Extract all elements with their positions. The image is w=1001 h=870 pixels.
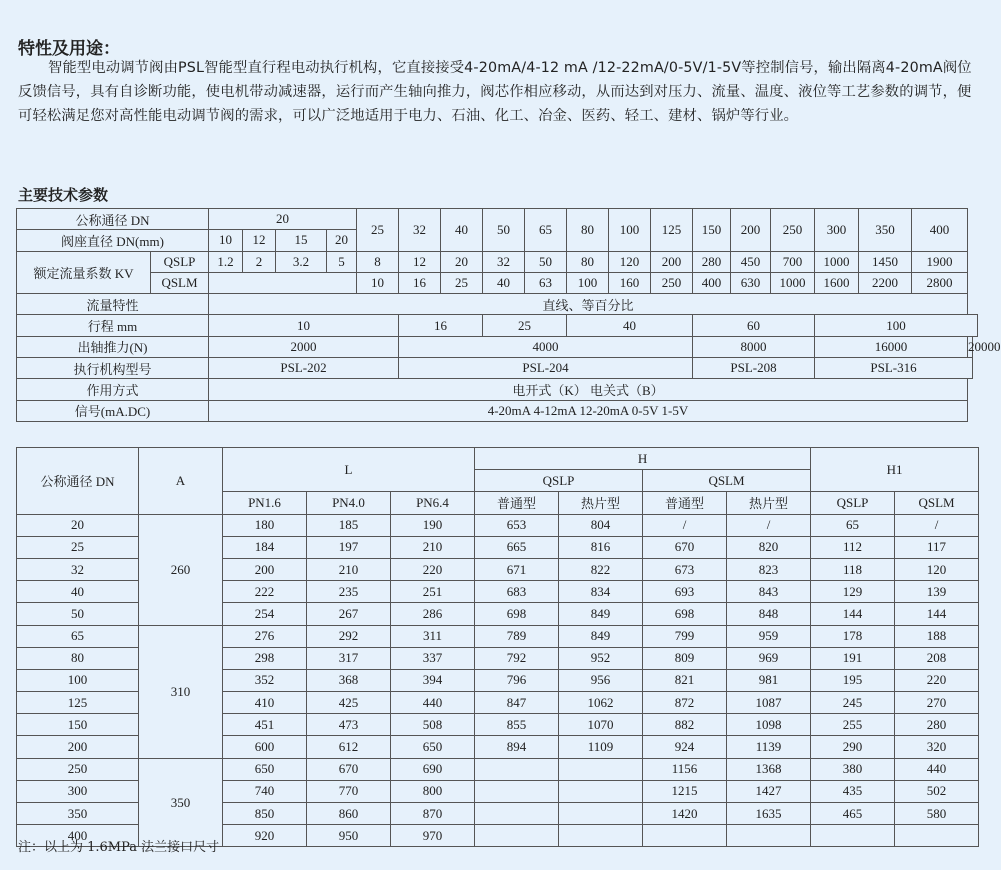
- dims-cell: 981: [727, 669, 811, 691]
- qslp-label: QSLP: [151, 251, 209, 272]
- dims-cell: 612: [307, 736, 391, 758]
- dims-cell: 190: [391, 514, 475, 536]
- qslp-value: 450: [731, 251, 771, 272]
- dims-cell: 882: [643, 714, 727, 736]
- dims-cell: 665: [475, 536, 559, 558]
- qslp-small: 2: [243, 251, 276, 272]
- dims-cell: 1062: [559, 692, 643, 714]
- dims-dn-cell: 50: [17, 603, 139, 625]
- actuator-value: PSL-316: [815, 358, 973, 379]
- dims-cell: [475, 780, 559, 802]
- stroke-value: 60: [693, 315, 815, 336]
- dims-cell: 180: [223, 514, 307, 536]
- dims-cell: 843: [727, 581, 811, 603]
- dims-cell: 292: [307, 625, 391, 647]
- dims-cell: 1635: [727, 803, 811, 825]
- qslp-value: 12: [399, 251, 441, 272]
- dims-cell: [475, 803, 559, 825]
- qslp-value: 8: [357, 251, 399, 272]
- dn-value: 80: [567, 209, 609, 252]
- dims-h-header: H: [475, 448, 811, 470]
- dims-cell: 847: [475, 692, 559, 714]
- qslm-value: 2800: [912, 272, 968, 293]
- dims-cell: 924: [643, 736, 727, 758]
- dims-cell: [811, 825, 895, 847]
- qslp-small: 5: [327, 251, 357, 272]
- qslm-value: 1600: [815, 272, 859, 293]
- actuator-value: PSL-208: [693, 358, 815, 379]
- dims-cell: 118: [811, 558, 895, 580]
- dims-cell: 117: [895, 536, 979, 558]
- kv-label: 额定流量系数 KV: [17, 251, 151, 294]
- flow-value: 直线、等百分比: [209, 294, 968, 315]
- row-kv-qslm: [17, 272, 978, 293]
- dims-cell: 959: [727, 625, 811, 647]
- qslm-label: QSLM: [151, 272, 209, 293]
- dims-cell: 894: [475, 736, 559, 758]
- row-flow: [17, 294, 978, 315]
- dims-dn-cell: 350: [17, 803, 139, 825]
- qslm-value: 630: [731, 272, 771, 293]
- dims-cell: 254: [223, 603, 307, 625]
- dims-cell: 834: [559, 581, 643, 603]
- thrust-value: 8000: [693, 336, 815, 357]
- seat-value: 10: [209, 230, 243, 251]
- intro-paragraph: 智能型电动调节阀由PSL智能型直行程电动执行机构，它直接接受4-20mA/4-12 mA /12-22mA/0-5V/1-5V等控制信号，输出隔离4-20mA阀位反馈信号，具有自诊断功能，使电机带动减速器，运行而产生轴向推力，阀芯作相应移动，从而达到对压力、流量、温度、液位等工艺参数的调节，便可轻松满足您对高性能电动调节阀的需求，可以广泛地适用于电力、石油、化工、冶金、医药、轻工、建材、锅炉等行业。: [18, 60, 972, 124]
- dims-cell: 255: [811, 714, 895, 736]
- dims-a-cell: 260: [139, 514, 223, 625]
- dims-cell: 473: [307, 714, 391, 736]
- dims-cell: /: [895, 514, 979, 536]
- seat-label: 阀座直径 DN(mm): [17, 230, 209, 251]
- dims-dn-cell: 250: [17, 758, 139, 780]
- dims-cell: 267: [307, 603, 391, 625]
- dims-cell: 872: [643, 692, 727, 714]
- dims-cell: 855: [475, 714, 559, 736]
- dims-cell: 690: [391, 758, 475, 780]
- qslp-value: 1900: [912, 251, 968, 272]
- dims-cell: 820: [727, 536, 811, 558]
- dn-value: 50: [483, 209, 525, 252]
- actuator-value: PSL-204: [399, 358, 693, 379]
- dims-cell: 320: [895, 736, 979, 758]
- qslp-value: 280: [693, 251, 731, 272]
- dims-a-cell: 310: [139, 625, 223, 758]
- dims-dn-cell: 150: [17, 714, 139, 736]
- table-row: [17, 514, 979, 536]
- dims-dn-cell: 100: [17, 669, 139, 691]
- dims-cell: 394: [391, 669, 475, 691]
- dims-cell: 848: [727, 603, 811, 625]
- mode-value: 电开式（K） 电关式（B）: [209, 379, 968, 400]
- dn-value: 100: [609, 209, 651, 252]
- dn-value: 300: [815, 209, 859, 252]
- qslm-value: 2200: [859, 272, 912, 293]
- dims-cell: [475, 825, 559, 847]
- dims-pn16-header: PN1.6: [223, 492, 307, 514]
- row-kv-qslp: [17, 251, 978, 272]
- dims-cell: 317: [307, 647, 391, 669]
- dn-value: 150: [693, 209, 731, 252]
- flow-label: 流量特性: [17, 294, 209, 315]
- dims-cell: 208: [895, 647, 979, 669]
- dims-normal-header: 普通型: [475, 492, 559, 514]
- dims-cell: 178: [811, 625, 895, 647]
- dims-cell: 465: [811, 803, 895, 825]
- dn-value: 32: [399, 209, 441, 252]
- dims-a-cell: 350: [139, 758, 223, 847]
- dims-cell: 1139: [727, 736, 811, 758]
- dn-20: 20: [209, 209, 357, 230]
- qslm-value: 400: [693, 272, 731, 293]
- dims-cell: 440: [391, 692, 475, 714]
- dims-cell: 120: [895, 558, 979, 580]
- dims-cell: 1109: [559, 736, 643, 758]
- dimensions-table: [16, 447, 979, 847]
- qslp-value: 50: [525, 251, 567, 272]
- seat-value: 20: [327, 230, 357, 251]
- dims-cell: 65: [811, 514, 895, 536]
- dims-cell: 220: [895, 669, 979, 691]
- dims-cell: 1368: [727, 758, 811, 780]
- dims-cell: [475, 758, 559, 780]
- dims-cell: 821: [643, 669, 727, 691]
- dims-cell: 580: [895, 803, 979, 825]
- dn-value: 25: [357, 209, 399, 252]
- dims-cell: 650: [223, 758, 307, 780]
- dims-h1-qslp-header: QSLP: [811, 492, 895, 514]
- dims-cell: 210: [307, 558, 391, 580]
- stroke-label: 行程 mm: [17, 315, 209, 336]
- dims-cell: 129: [811, 581, 895, 603]
- dims-cell: 670: [643, 536, 727, 558]
- thrust-value: 16000: [815, 336, 968, 357]
- dims-cell: [727, 825, 811, 847]
- dims-fin2-header: 热片型: [727, 492, 811, 514]
- qslp-value: 32: [483, 251, 525, 272]
- stroke-value: 16: [399, 315, 483, 336]
- section-title-features: 特性及用途：: [18, 39, 120, 59]
- dims-cell: 920: [223, 825, 307, 847]
- dims-dn-cell: 65: [17, 625, 139, 647]
- qslm-empty: [209, 272, 357, 293]
- dims-dn-cell: 20: [17, 514, 139, 536]
- dims-cell: 245: [811, 692, 895, 714]
- dims-cell: 235: [307, 581, 391, 603]
- dims-dn-cell: 40: [17, 581, 139, 603]
- dims-cell: 410: [223, 692, 307, 714]
- dims-cell: 290: [811, 736, 895, 758]
- dims-cell: 693: [643, 581, 727, 603]
- dims-cell: 796: [475, 669, 559, 691]
- dims-cell: 698: [643, 603, 727, 625]
- signal-label: 信号(mA.DC): [17, 400, 209, 421]
- dims-cell: 816: [559, 536, 643, 558]
- dn-value: 125: [651, 209, 693, 252]
- dims-cell: 251: [391, 581, 475, 603]
- row-mode: [17, 379, 978, 400]
- dims-normal2-header: 普通型: [643, 492, 727, 514]
- dims-cell: 200: [223, 558, 307, 580]
- dims-cell: 950: [307, 825, 391, 847]
- dims-cell: 210: [391, 536, 475, 558]
- dims-h1-qslm-header: QSLM: [895, 492, 979, 514]
- qslm-value: 10: [357, 272, 399, 293]
- qslm-value: 1000: [771, 272, 815, 293]
- dims-cell: 792: [475, 647, 559, 669]
- dims-cell: 822: [559, 558, 643, 580]
- row-thrust: [17, 336, 978, 357]
- thrust-value: 2000: [209, 336, 399, 357]
- dims-cell: 352: [223, 669, 307, 691]
- dn-value: 250: [771, 209, 815, 252]
- dims-dn-cell: 125: [17, 692, 139, 714]
- dims-cell: [895, 825, 979, 847]
- qslp-small: 3.2: [276, 251, 327, 272]
- thrust-value: 4000: [399, 336, 693, 357]
- dn-value: 350: [859, 209, 912, 252]
- dims-cell: 600: [223, 736, 307, 758]
- dims-cell: 673: [643, 558, 727, 580]
- dims-cell: 809: [643, 647, 727, 669]
- stroke-value: 25: [483, 315, 567, 336]
- dims-cell: 956: [559, 669, 643, 691]
- dims-a-header: A: [139, 448, 223, 515]
- qslp-small: 1.2: [209, 251, 243, 272]
- dims-cell: [559, 758, 643, 780]
- row-actuator: [17, 358, 978, 379]
- row-signal: [17, 400, 978, 421]
- dims-cell: 222: [223, 581, 307, 603]
- qslm-value: 160: [609, 272, 651, 293]
- dims-cell: 185: [307, 514, 391, 536]
- dims-cell: [643, 825, 727, 847]
- table-row: [17, 625, 979, 647]
- dims-cell: 823: [727, 558, 811, 580]
- dims-dn-header: 公称通径 DN: [17, 448, 139, 515]
- dims-h-qslm-header: QSLM: [643, 470, 811, 492]
- qslp-value: 20: [441, 251, 483, 272]
- dims-cell: /: [643, 514, 727, 536]
- qslp-value: 700: [771, 251, 815, 272]
- dims-cell: 800: [391, 780, 475, 802]
- dn-label: 公称通径 DN: [17, 209, 209, 230]
- qslm-value: 63: [525, 272, 567, 293]
- actuator-value: PSL-202: [209, 358, 399, 379]
- dims-cell: 368: [307, 669, 391, 691]
- dims-cell: [559, 825, 643, 847]
- dims-dn-cell: 32: [17, 558, 139, 580]
- dims-cell: 337: [391, 647, 475, 669]
- stroke-value: 40: [567, 315, 693, 336]
- dims-cell: 144: [811, 603, 895, 625]
- dims-cell: 139: [895, 581, 979, 603]
- dims-dn-cell: 400: [17, 825, 139, 847]
- dims-cell: 276: [223, 625, 307, 647]
- qslp-value: 200: [651, 251, 693, 272]
- thrust-value: 20000: [968, 336, 973, 357]
- qslp-value: 120: [609, 251, 651, 272]
- table-row: [17, 758, 979, 780]
- dims-cell: 698: [475, 603, 559, 625]
- dims-cell: 1427: [727, 780, 811, 802]
- dn-value: 200: [731, 209, 771, 252]
- dims-cell: 144: [895, 603, 979, 625]
- dims-cell: 770: [307, 780, 391, 802]
- dims-cell: 435: [811, 780, 895, 802]
- dn-value: 40: [441, 209, 483, 252]
- dn-value: 65: [525, 209, 567, 252]
- dims-cell: 650: [391, 736, 475, 758]
- dims-cell: 804: [559, 514, 643, 536]
- dims-dn-cell: 200: [17, 736, 139, 758]
- dims-cell: 653: [475, 514, 559, 536]
- dims-cell: 970: [391, 825, 475, 847]
- dims-dn-cell: 25: [17, 536, 139, 558]
- dims-cell: 952: [559, 647, 643, 669]
- row-dn: [17, 209, 978, 230]
- dims-cell: 191: [811, 647, 895, 669]
- dims-cell: 298: [223, 647, 307, 669]
- dims-dn-cell: 80: [17, 647, 139, 669]
- qslm-value: 40: [483, 272, 525, 293]
- dims-cell: 112: [811, 536, 895, 558]
- mode-label: 作用方式: [17, 379, 209, 400]
- dims-header-row-1: [17, 448, 979, 470]
- dims-cell: 670: [307, 758, 391, 780]
- seat-value: 15: [276, 230, 327, 251]
- dims-pn40-header: PN4.0: [307, 492, 391, 514]
- dims-cell: 184: [223, 536, 307, 558]
- dims-cell: 425: [307, 692, 391, 714]
- footnote: 注：以上为 1.6MPa 法兰接口尺寸: [18, 840, 220, 855]
- dims-cell: 188: [895, 625, 979, 647]
- section-title-tech-params: 主要技术参数: [18, 186, 109, 204]
- dims-cell: 683: [475, 581, 559, 603]
- dims-cell: 849: [559, 603, 643, 625]
- row-stroke: [17, 315, 978, 336]
- qslm-value: 250: [651, 272, 693, 293]
- dims-cell: 440: [895, 758, 979, 780]
- stroke-value: 100: [815, 315, 978, 336]
- dims-fin-header: 热片型: [559, 492, 643, 514]
- seat-value: 12: [243, 230, 276, 251]
- dims-cell: 799: [643, 625, 727, 647]
- dn-value: 400: [912, 209, 968, 252]
- qslm-value: 100: [567, 272, 609, 293]
- dims-cell: 1215: [643, 780, 727, 802]
- dims-cell: 380: [811, 758, 895, 780]
- dims-l-header: L: [223, 448, 475, 492]
- dims-cell: 850: [223, 803, 307, 825]
- dims-cell: 870: [391, 803, 475, 825]
- dims-cell: 1087: [727, 692, 811, 714]
- tech-params-table: [16, 208, 1001, 422]
- dims-h-qslp-header: QSLP: [475, 470, 643, 492]
- dims-cell: 849: [559, 625, 643, 647]
- qslp-value: 1000: [815, 251, 859, 272]
- dims-cell: 270: [895, 692, 979, 714]
- dims-cell: [559, 780, 643, 802]
- dims-dn-cell: 300: [17, 780, 139, 802]
- stroke-value: 10: [209, 315, 399, 336]
- dims-cell: 280: [895, 714, 979, 736]
- dims-cell: 671: [475, 558, 559, 580]
- dims-cell: /: [727, 514, 811, 536]
- dims-cell: 220: [391, 558, 475, 580]
- dims-cell: 969: [727, 647, 811, 669]
- dims-cell: 197: [307, 536, 391, 558]
- dims-cell: 860: [307, 803, 391, 825]
- qslm-value: 16: [399, 272, 441, 293]
- dims-cell: 1098: [727, 714, 811, 736]
- dims-cell: 740: [223, 780, 307, 802]
- actuator-label: 执行机构型号: [17, 358, 209, 379]
- qslp-value: 80: [567, 251, 609, 272]
- dims-cell: 286: [391, 603, 475, 625]
- dims-cell: 1156: [643, 758, 727, 780]
- dims-cell: 1070: [559, 714, 643, 736]
- dims-cell: 311: [391, 625, 475, 647]
- dims-cell: 195: [811, 669, 895, 691]
- dims-cell: 451: [223, 714, 307, 736]
- signal-value: 4-20mA 4-12mA 12-20mA 0-5V 1-5V: [209, 400, 968, 421]
- qslm-value: 25: [441, 272, 483, 293]
- dims-cell: 508: [391, 714, 475, 736]
- dims-pn64-header: PN6.4: [391, 492, 475, 514]
- qslp-value: 1450: [859, 251, 912, 272]
- dims-h1-header: H1: [811, 448, 979, 492]
- dims-cell: 502: [895, 780, 979, 802]
- dims-cell: 1420: [643, 803, 727, 825]
- dims-cell: [559, 803, 643, 825]
- thrust-label: 出轴推力(N): [17, 336, 209, 357]
- dims-cell: 789: [475, 625, 559, 647]
